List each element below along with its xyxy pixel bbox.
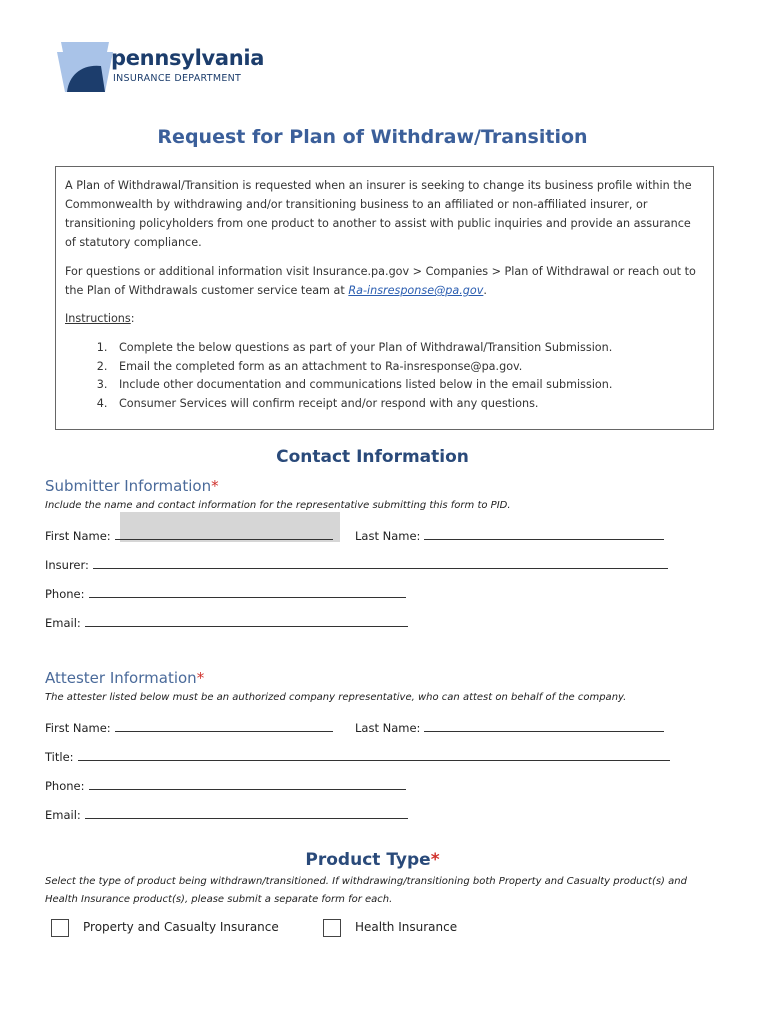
title-label: Title: <box>45 750 74 764</box>
department-logo <box>55 38 265 96</box>
last-name-label: Last Name: <box>355 721 421 735</box>
phone-label: Phone: <box>45 779 85 793</box>
submitter-first-name-row <box>45 527 333 543</box>
attester-email-field[interactable] <box>85 806 408 819</box>
insurer-label: Insurer: <box>45 558 89 572</box>
health-insurance-checkbox[interactable] <box>323 919 341 937</box>
instructions-label-text: Instructions <box>65 312 131 325</box>
last-name-label: Last Name: <box>355 529 421 543</box>
attester-title-row <box>45 748 670 764</box>
attester-heading <box>45 669 204 687</box>
logo-sub-text: INSURANCE DEPARTMENT <box>113 73 242 84</box>
submitter-phone-field[interactable] <box>89 585 406 598</box>
attester-title-field[interactable] <box>78 748 670 761</box>
required-mark: * <box>211 477 219 495</box>
submitter-email-field[interactable] <box>85 614 408 627</box>
submitter-last-name-row <box>355 527 664 543</box>
property-casualty-label: Property and Casualty Insurance <box>83 920 279 934</box>
contact-heading: Contact Information <box>276 447 469 467</box>
submitter-last-name-field[interactable] <box>424 527 664 540</box>
email-link[interactable]: Ra-insresponse@pa.gov <box>348 284 484 297</box>
instructions-colon: : <box>130 312 135 325</box>
product-heading-text: Product Type <box>305 850 431 870</box>
keystone-logo-icon <box>55 38 115 96</box>
submitter-heading-text: Submitter Information <box>45 477 212 495</box>
submitter-heading <box>45 477 219 495</box>
email-label: Email: <box>45 616 81 630</box>
instructions-list <box>65 339 701 413</box>
submitter-note: Include the name and contact information for the representative submitting this form to PID. <box>45 500 511 511</box>
attester-phone-row <box>45 777 406 793</box>
submitter-phone-row <box>45 585 406 601</box>
required-mark: * <box>196 669 205 687</box>
product-note: Select the type of product being withdrawn/transitioned. If withdrawing/transitioning both Property and Casualty product(s) and Health Insurance product(s), please submit a separate form for each. <box>45 876 687 905</box>
submitter-first-name-field[interactable] <box>115 527 333 540</box>
instruction-step: 1. Complete the below questions as part of your Plan of Withdrawal/Transition Submission. <box>111 339 701 358</box>
submitter-email-row <box>45 614 408 630</box>
attester-last-name-field[interactable] <box>424 719 664 732</box>
first-name-label: First Name: <box>45 721 111 735</box>
contact-paragraph-text: For questions or additional information visit Insurance.pa.gov > Companies > Plan of Withdrawal or reach out to the Plan of Withdrawals customer service team at <box>65 265 696 297</box>
attester-first-name-row <box>45 719 333 735</box>
attester-last-name-row <box>355 719 664 735</box>
instructions-label <box>65 309 705 328</box>
instruction-step: 4. Consumer Services will confirm receipt and/or respond with any questions. <box>111 395 701 414</box>
instruction-step: 3. Include other documentation and communications listed below in the email submission. <box>111 376 701 395</box>
attester-note: The attester listed below must be an authorized company representative, who can attest on behalf of the company. <box>45 692 627 703</box>
first-name-label: First Name: <box>45 529 111 543</box>
attester-email-row <box>45 806 408 822</box>
contact-paragraph <box>65 262 705 300</box>
intro-box <box>55 166 714 430</box>
health-insurance-label: Health Insurance <box>355 920 458 934</box>
attester-heading-text: Attester Information <box>45 669 197 687</box>
email-label: Email: <box>45 808 81 822</box>
submitter-insurer-field[interactable] <box>93 556 668 569</box>
submitter-insurer-row <box>45 556 668 572</box>
phone-label: Phone: <box>45 587 85 601</box>
intro-paragraph: A Plan of Withdrawal/Transition is requested when an insurer is seeking to change its business profile within the Commonwealth by withdrawing and/or transitioning business to an affiliated or non-affiliated insurer, or transitioning policyholders from one product to another to assist with public inquiries and provide an assurance of statutory compliance. <box>65 179 692 249</box>
page-title: Request for Plan of Withdraw/Transition <box>157 126 588 148</box>
attester-first-name-field[interactable] <box>115 719 333 732</box>
required-mark: * <box>430 850 440 870</box>
product-heading <box>0 850 745 870</box>
attester-phone-field[interactable] <box>89 777 406 790</box>
instruction-step: 2. Email the completed form as an attachment to Ra-insresponse@pa.gov. <box>111 358 701 377</box>
property-casualty-checkbox[interactable] <box>51 919 69 937</box>
logo-brand-text: pennsylvania <box>111 46 265 70</box>
contact-paragraph-end: . <box>483 284 487 297</box>
